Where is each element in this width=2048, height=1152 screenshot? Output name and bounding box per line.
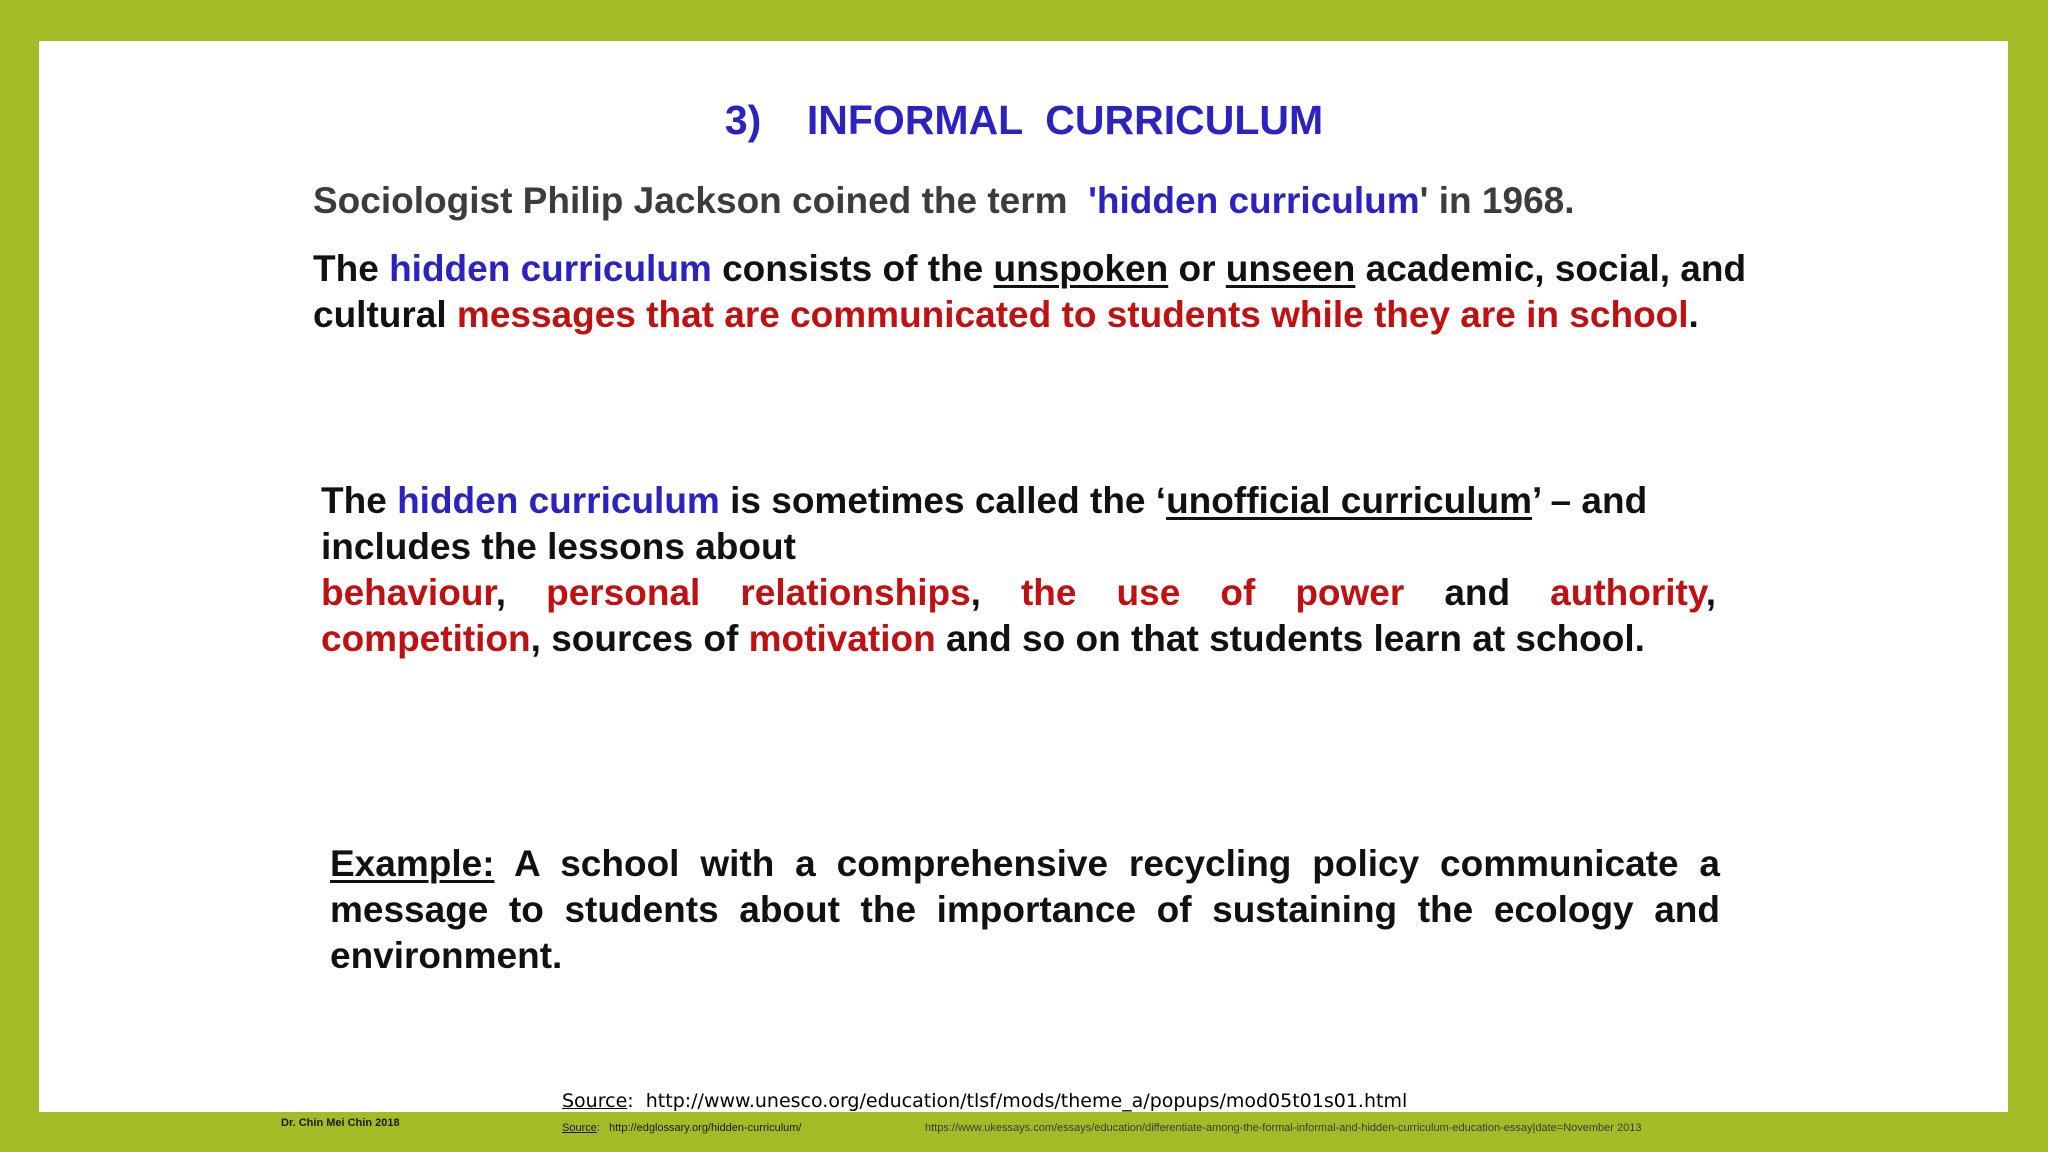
highlighted-word: use — [1116, 572, 1181, 613]
word-group — [740, 570, 981, 616]
example-label: Example: — [330, 843, 495, 884]
source-label: Source — [562, 1122, 597, 1134]
term-hidden-curriculum: hidden curriculum — [389, 248, 712, 289]
text: . — [1688, 294, 1699, 335]
text: , sources of — [530, 618, 749, 659]
text: and — [1444, 572, 1511, 613]
source-edglossary — [562, 1122, 801, 1134]
paragraph-line — [321, 616, 1716, 662]
text: ’ – and includes the lessons about — [321, 480, 1648, 567]
text: The — [321, 480, 398, 521]
highlighted-word: behaviour — [321, 572, 496, 613]
comma: , — [970, 572, 981, 613]
highlighted-phrase: messages that are communicated to students while they are in school — [456, 294, 1689, 335]
underlined-word: unseen — [1225, 248, 1356, 289]
highlighted-word: authority — [1550, 572, 1706, 613]
highlighted-word: of — [1220, 572, 1256, 613]
highlighted-word: motivation — [748, 618, 936, 659]
text: consists of the — [711, 248, 994, 289]
paragraph-line — [321, 478, 1716, 570]
source-url: : http://edglossary.org/hidden-curriculum/ — [596, 1122, 802, 1134]
text: The — [313, 248, 390, 289]
intro-pre: Sociologist Philip Jackson coined the term — [313, 180, 1089, 221]
intro-line — [313, 180, 1575, 222]
text: academic, social, and cultural — [313, 248, 1747, 335]
comma: , — [1705, 572, 1716, 613]
example-paragraph — [330, 841, 1720, 979]
highlighted-word: competition — [321, 618, 531, 659]
definition-paragraph — [313, 246, 1773, 338]
underlined-word: unspoken — [993, 248, 1169, 289]
term-hidden-curriculum: hidden curriculum — [397, 480, 720, 521]
highlighted-word: relationships — [740, 572, 971, 613]
word-group — [321, 570, 506, 616]
word-group — [1550, 570, 1716, 616]
text: and so on that students learn at school. — [935, 618, 1645, 659]
intro-term: 'hidden curriculum — [1088, 180, 1420, 221]
unofficial-curriculum-paragraph — [321, 478, 1716, 662]
comma: , — [495, 572, 507, 613]
highlighted-word: the — [1020, 572, 1077, 613]
source-unesco — [562, 1090, 1407, 1112]
text: is sometimes called the ‘ — [719, 480, 1167, 521]
highlighted-word: power — [1295, 572, 1405, 613]
highlighted-word: personal — [546, 572, 701, 613]
intro-post: ' in 1968. — [1419, 180, 1575, 221]
underlined-phrase: unofficial curriculum — [1166, 480, 1533, 521]
source-label: Source — [562, 1090, 628, 1112]
source-ukessays: https://www.ukessays.com/essays/education/differentiate-among-the-formal-informal-and-hidden-curriculum-education-essay|date=November 2013 — [925, 1122, 1642, 1134]
slide-title: 3) INFORMAL CURRICULUM — [724, 97, 1324, 143]
example-text: A school with a comprehensive recycling policy communicate a message to students about the importance of sustaining the ecology and environment. — [330, 843, 1720, 976]
paragraph-line — [321, 570, 1716, 616]
author-credit: Dr. Chin Mei Chin 2018 — [281, 1117, 400, 1129]
text: or — [1168, 248, 1226, 289]
source-url: : http://www.unesco.org/education/tlsf/mods/theme_a/popups/mod05t01s01.html — [627, 1090, 1408, 1112]
